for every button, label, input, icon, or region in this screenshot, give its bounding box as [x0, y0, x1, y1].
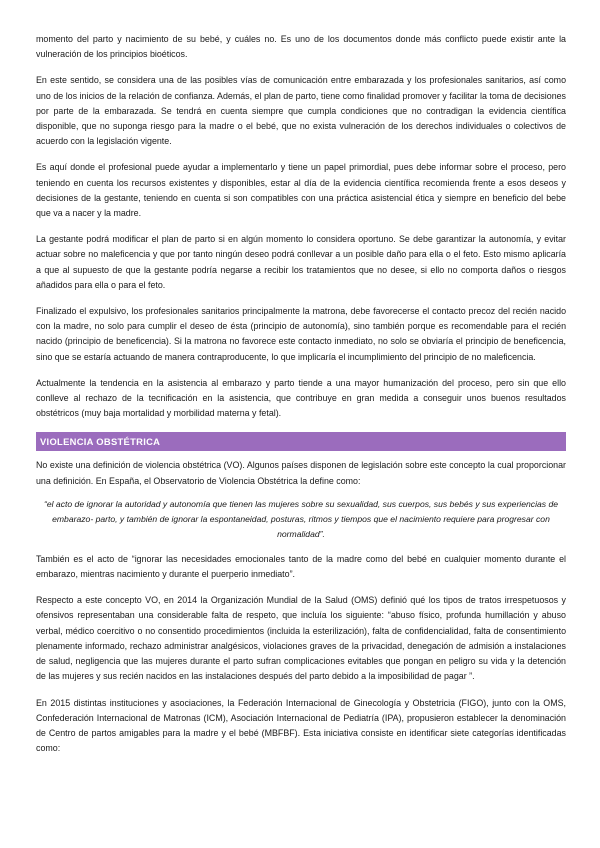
paragraph-2015-iniciativa: En 2015 distintas instituciones y asociaciones, la Federación Internacional de Ginecología y Obstetricia (FIGO), junto con la OMS, Confederación Internacional de Matronas (ICM), Asociación Internacional de Pediatría (IPA), propusieron establecer la denominación de Centro de partos amigables para la madre y el bebé (MBFBF). Esta iniciativa consiste en identificar siete categorías identificadas como: — [36, 697, 566, 754]
paragraph-gestante: La gestante podrá modificar el plan de parto si en algún momento lo considera oportuno. Se debe garantizar la autonomía, y evitar actuar sobre no maleficencia y que por tanto ningún deseo podrá conllevar a un posible daño para ella o el feto. Esto mismo aplicaría a que al supuesto de que la gestante podría negarse a recibir los tratamientos que no desee, si ello no comporta daños o riesgos añadidos para ella o para el feto. — [36, 234, 566, 290]
paragraph-humanizacion: Actualmente la tendencia en la asistencia al embarazo y parto tiende a una mayor humanización del proceso, pero sin que ello conlleve al rechazo de la tecnificación en la asistencia, que contribuye en gran medida a conseguir unos buenos resultados obstétricos (muy baja mortalidad y morbilidad materna y fetal). — [36, 377, 566, 419]
paragraph-oms-2014: Respecto a este concepto VO, en 2014 la Organización Mundial de la Salud (OMS) definió qué los tipos de tratos irrespetuosos y ofensivos representaban una considerable falta de respeto, que incluía los siguiente: “abuso físico, profunda humillación y abuso verbal, médico coercitivo o no consentido procedimientos (incluida la esterilización), falta de confidencialidad, falta de consentimiento plenamente informado, rechazo administrar analgésicos, violaciones graves de la privacidad, denegación de admisión a instalaciones de salud, negligencia que las mujeres durante el parto sufran complicaciones evitables que pongan en peligro su vida y la detención de las mujeres y sus recién nacidos en las instalaciones después del parto debido a la imposibilidad de pagar ”. — [36, 595, 566, 682]
section-heading-violencia-obstetrica: VIOLENCIA OBSTÉTRICA — [36, 432, 566, 451]
paragraph-expulsivo: Finalizado el expulsivo, los profesionales sanitarios principalmente la matrona, debe favorecerse el contacto precoz del recién nacido con la madre, no solo para cumplir el deseo de ésta (principio de autonomía), sino también porque es recomendable para el recién nacido (principio de beneficencia). Si la matrona no favorece este contacto inmediato, no solo se obviaría el principio de beneficencia, sino que se estaría actuando de manera contraproducente, lo que implicaría el incumplimiento del principio de no maleficencia. — [36, 306, 566, 362]
paragraph-plan-de-parto-end: momento del parto y nacimiento de su bebé, y cuáles no. Es uno de los documentos donde más conflicto puede existir ante la vulneración de los principios bioéticos. — [36, 34, 566, 60]
paragraph-comunicacion: En este sentido, se considera una de las posibles vías de comunicación entre embarazada y los profesionales sanitarios, así como uno de los inicios de la relación de confianza. Además, el plan de parto, tiene como finalidad promover y facilitar la toma de decisiones por parte de la embarazada. Se tendrá en cuenta siempre que cumpla condiciones que no contradigan la evidencia científica disponible, que no suponga riesgo para la madre o el bebé, que no exista vulneración de los derechos individuales o colectivos de acuerdo con la legislación vigente. — [36, 75, 566, 147]
paragraph-profesional: Es aquí donde el profesional puede ayudar a implementarlo y tiene un papel primordial, pues debe informar sobre el proceso, pero teniendo en cuenta los recursos existentes y disponibles, estar al día de la evidencia científica recomienda frente a esos deseos y decisiones de la gestante, teniendo en cuenta si son compatibles con una práctica asistencial ética y siempre en beneficio del bebe que va a nacer y la madre. — [36, 162, 566, 219]
document-page — [36, 32, 566, 767]
paragraph-definicion-vo: No existe una definición de violencia obstétrica (VO). Algunos países disponen de legislación sobre este concepto la cual proporcionar una definición. En España, el Observatorio de Violencia Obstétrica la define como: — [36, 460, 566, 486]
quote-observatorio: “el acto de ignorar la autoridad y autonomía que tienen las mujeres sobre su sexualidad, sus cuerpos, sus bebés y sus experiencias de embarazo- parto, y también de ignorar la espontaneidad, posturas, ritmos y tiempos que el nacimiento requiere para progresar con normalidad”. — [43, 498, 558, 539]
paragraph-necesidades-emocionales: También es el acto de “ignorar las necesidades emocionales tanto de la madre como del bebé en cualquier momento durante el embarazo, mientras nacimiento y durante el puerperio inmediato”. — [36, 553, 566, 580]
